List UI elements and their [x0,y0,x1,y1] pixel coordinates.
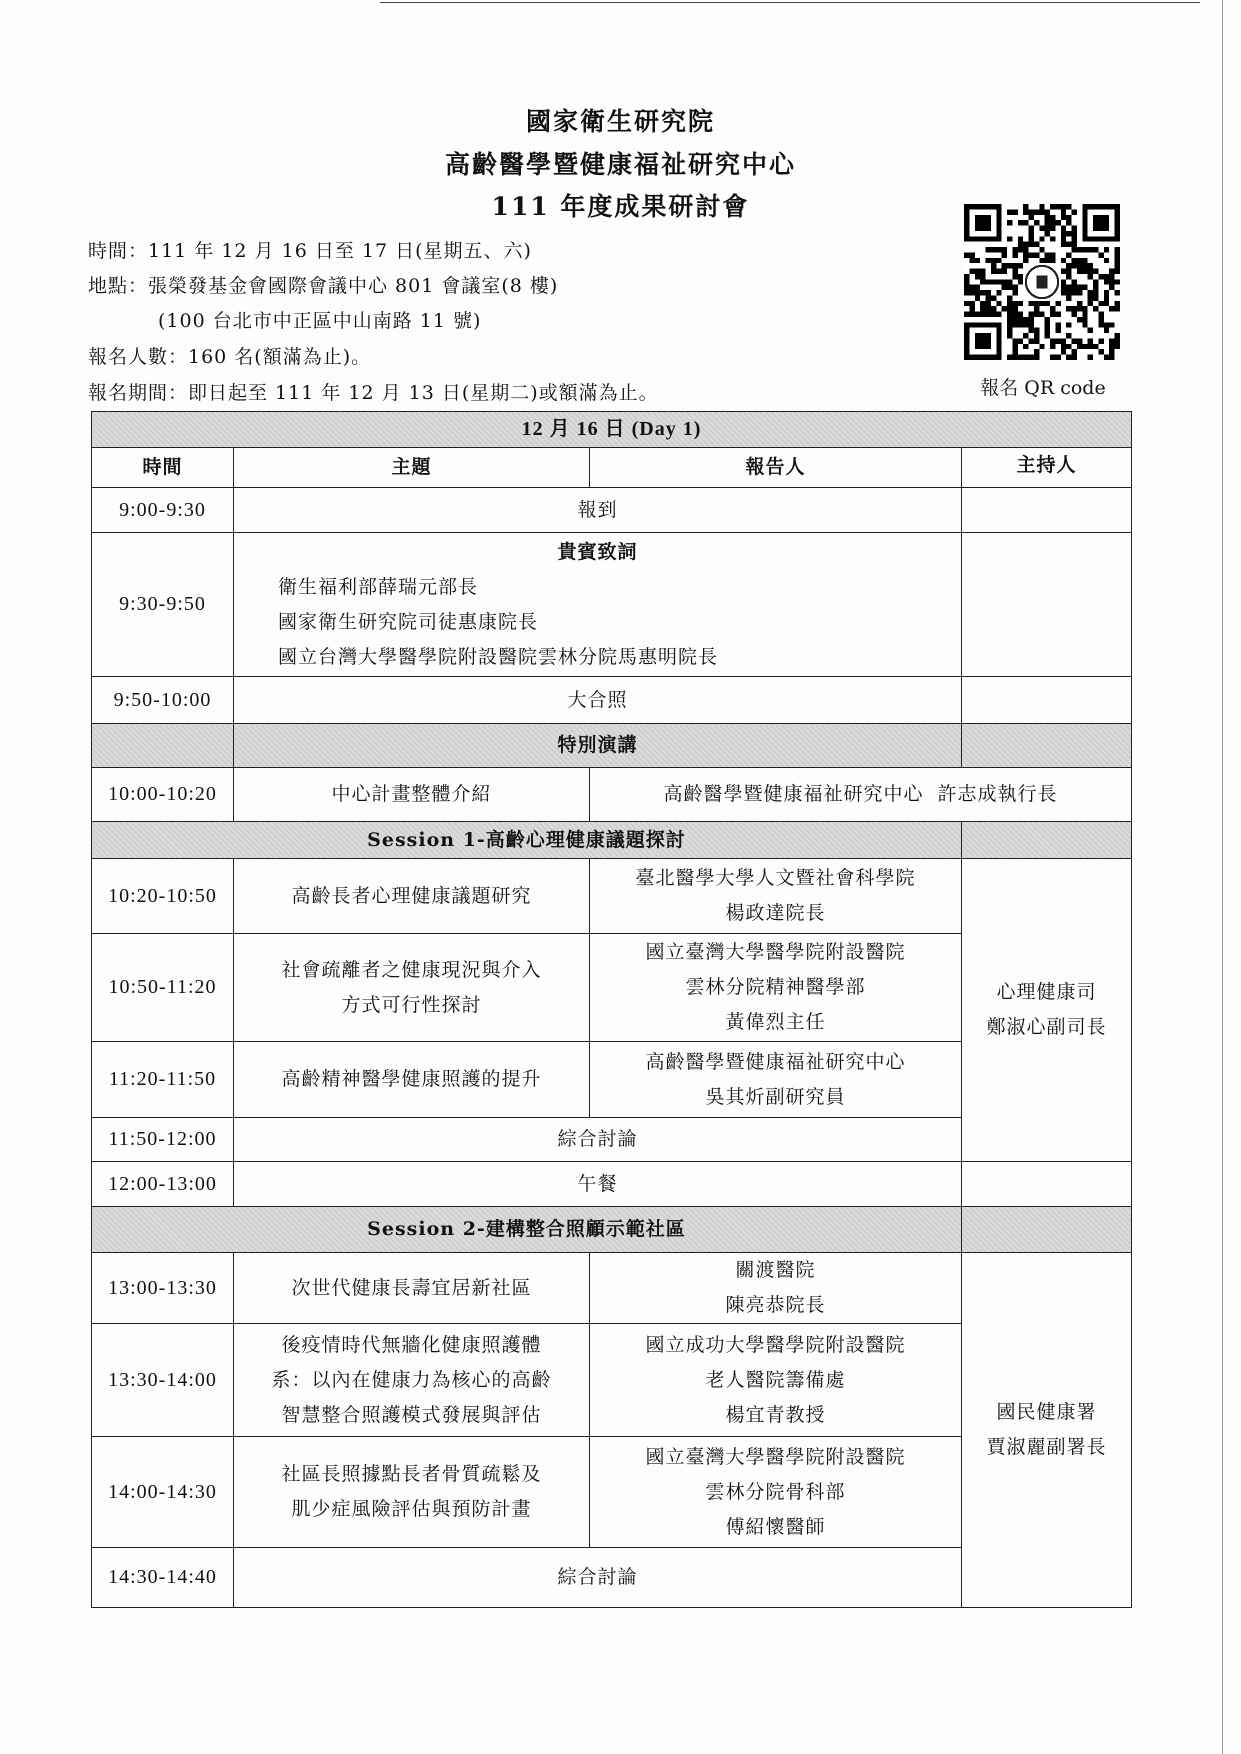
row-time: 11:50-12:00 [92,1118,234,1162]
special-lecture-heading: 特別演講 [234,724,962,768]
row-topic [234,934,590,1042]
row-speaker [590,1253,962,1324]
scan-edge-top [380,2,1200,3]
row-time: 12:00-13:00 [92,1162,234,1207]
row-speaker [590,1324,962,1437]
session2-title: Session 2-建構整合照顧示範社區 [92,1207,962,1253]
row-speaker [590,859,962,934]
speaker-line: 吳其炘副研究員 [705,1085,846,1108]
shade-cell [962,822,1132,859]
row-time: 9:00-9:30 [92,488,234,533]
row-speaker [590,1042,962,1118]
speaker-line: 雲林分院骨科部 [705,1480,846,1503]
row-moderator [962,533,1132,677]
row-activity: 午餐 [234,1162,962,1207]
column-header-row [92,448,1132,488]
speaker-line: 國立臺灣大學醫學院附設醫院 [645,941,906,963]
shade-cell [962,1207,1132,1253]
row-time: 10:20-10:50 [92,859,234,934]
section-row [92,724,1132,768]
moderator-line: 國民健康署 [996,1401,1097,1423]
session1-title: Session 1-高齡心理健康議題探討 [92,822,962,859]
row-time: 11:20-11:50 [92,1042,234,1118]
topic-line: 方式可行性探討 [341,993,482,1016]
row-moderator [962,677,1132,724]
speaker-line: 楊宜青教授 [725,1403,826,1426]
speaker-line: 國立成功大學醫學院附設醫院 [645,1333,906,1356]
guest-speeches-heading: 貴賓致詞 [557,540,638,563]
qr-finder-top-right [1082,204,1120,242]
moderator-line: 賈淑麗副署長 [986,1436,1107,1458]
row-speaker: 高齡醫學暨健康福祉研究中心 許志成執行長 [590,768,1132,822]
row-activity: 綜合討論 [234,1118,962,1162]
row-activity: 報到 [234,488,962,533]
topic-line: 系：以內在健康力為核心的高齡 [271,1368,552,1391]
speaker-line: 老人醫院籌備處 [705,1368,846,1391]
speaker-line: 陳亮恭院長 [725,1294,826,1316]
event-time: 時間：111 年 12 月 16 日至 17 日(星期五、六) [88,240,532,262]
center-title: 高齡醫學暨健康福祉研究中心 [444,150,796,179]
row-topic [234,859,590,934]
shade-cell [962,724,1132,768]
row-activity: 綜合討論 [234,1548,962,1608]
qr-caption: 報名 QR code [980,377,1106,399]
topic-line: 社區長照據點長者骨質疏鬆及 [281,1463,542,1485]
table-row [92,533,1132,677]
topic-line: 智慧整合照護模式發展與評估 [281,1403,542,1426]
speaker-line: 楊政達院長 [725,902,826,924]
row-speaker [590,1437,962,1548]
table-row [92,1162,1132,1207]
row-speaker [590,934,962,1042]
row-time: 9:50-10:00 [92,677,234,724]
row-topic: 中心計畫整體介紹 [234,768,590,822]
event-capacity: 報名人數：160 名(額滿為止)。 [88,346,372,368]
col-header-time: 時間 [92,448,234,488]
topic-line: 社會疏離者之健康現況與介入 [281,958,542,981]
col-header-moderator: 主持人 [962,448,1132,488]
scan-edge-right [1222,0,1223,1754]
table-row [92,488,1132,533]
guest-speeches [234,533,962,677]
table-row [92,1253,1132,1324]
event-address: (100 台北市中正區中山南路 11 號) [158,310,482,332]
day-header-row [92,412,1132,448]
row-moderator [962,488,1132,533]
moderator-line: 心理健康司 [996,981,1097,1003]
section-row [92,822,1132,859]
row-topic [234,1324,590,1437]
day-header: 12 月 16 日 (Day 1) [92,412,1132,448]
speaker-line: 黃偉烈主任 [725,1011,826,1033]
speaker-line: 傅紹懷醫師 [725,1515,826,1538]
table-row [92,677,1132,724]
session1-moderator [962,859,1132,1162]
event-title: 111 年度成果研討會 [491,192,750,221]
speaker-line: 國立臺灣大學醫學院附設醫院 [645,1445,906,1468]
speaker-line: 臺北醫學大學人文暨社會科學院 [635,867,916,889]
section-row [92,1207,1132,1253]
speaker-line: 關渡醫院 [735,1259,816,1281]
row-time: 9:30-9:50 [92,533,234,677]
shade-cell [92,724,234,768]
table-row [92,859,1132,934]
guest-speaker: 衛生福利部薛瑞元部長 [278,575,479,598]
row-topic [234,1042,590,1118]
topic-line: 高齡長者心理健康議題研究 [291,884,532,907]
moderator-line: 鄭淑心副司長 [986,1016,1107,1038]
speaker-line: 雲林分院精神醫學部 [685,976,866,998]
topic-line: 次世代健康長壽宜居新社區 [291,1276,532,1299]
row-topic [234,1253,590,1324]
registration-qr-code[interactable] [964,204,1120,360]
row-moderator [962,1162,1132,1207]
qr-finder-top-left [964,204,1002,242]
event-venue: 地點：張榮發基金會國際會議中心 801 會議室(8 樓) [88,275,559,297]
registration-period: 報名期間：即日起至 111 年 12 月 13 日(星期二)或額滿為止。 [88,382,659,404]
topic-line: 高齡精神醫學健康照護的提升 [281,1068,542,1090]
row-time: 13:00-13:30 [92,1253,234,1324]
row-activity: 大合照 [234,677,962,724]
session2-moderator [962,1253,1132,1608]
institute-title: 國家衛生研究院 [525,107,715,136]
table-row [92,768,1132,822]
agenda-table [91,411,1132,1608]
row-time: 13:30-14:00 [92,1324,234,1437]
row-time: 14:30-14:40 [92,1548,234,1608]
topic-line: 後疫情時代無牆化健康照護體 [281,1333,542,1356]
col-header-topic: 主題 [234,448,590,488]
col-header-speaker: 報告人 [590,448,962,488]
qr-center-logo [1023,263,1061,301]
topic-line: 肌少症風險評估與預防計畫 [291,1498,532,1520]
row-time: 10:00-10:20 [92,768,234,822]
guest-speaker: 國立台灣大學醫學院附設醫院雲林分院馬惠明院長 [278,645,719,668]
row-time: 14:00-14:30 [92,1437,234,1548]
qr-finder-bottom-left [964,322,1002,360]
speaker-line: 高齡醫學暨健康福祉研究中心 [645,1050,906,1073]
row-time: 10:50-11:20 [92,934,234,1042]
row-topic [234,1437,590,1548]
guest-speaker: 國家衛生研究院司徒惠康院長 [278,610,539,633]
